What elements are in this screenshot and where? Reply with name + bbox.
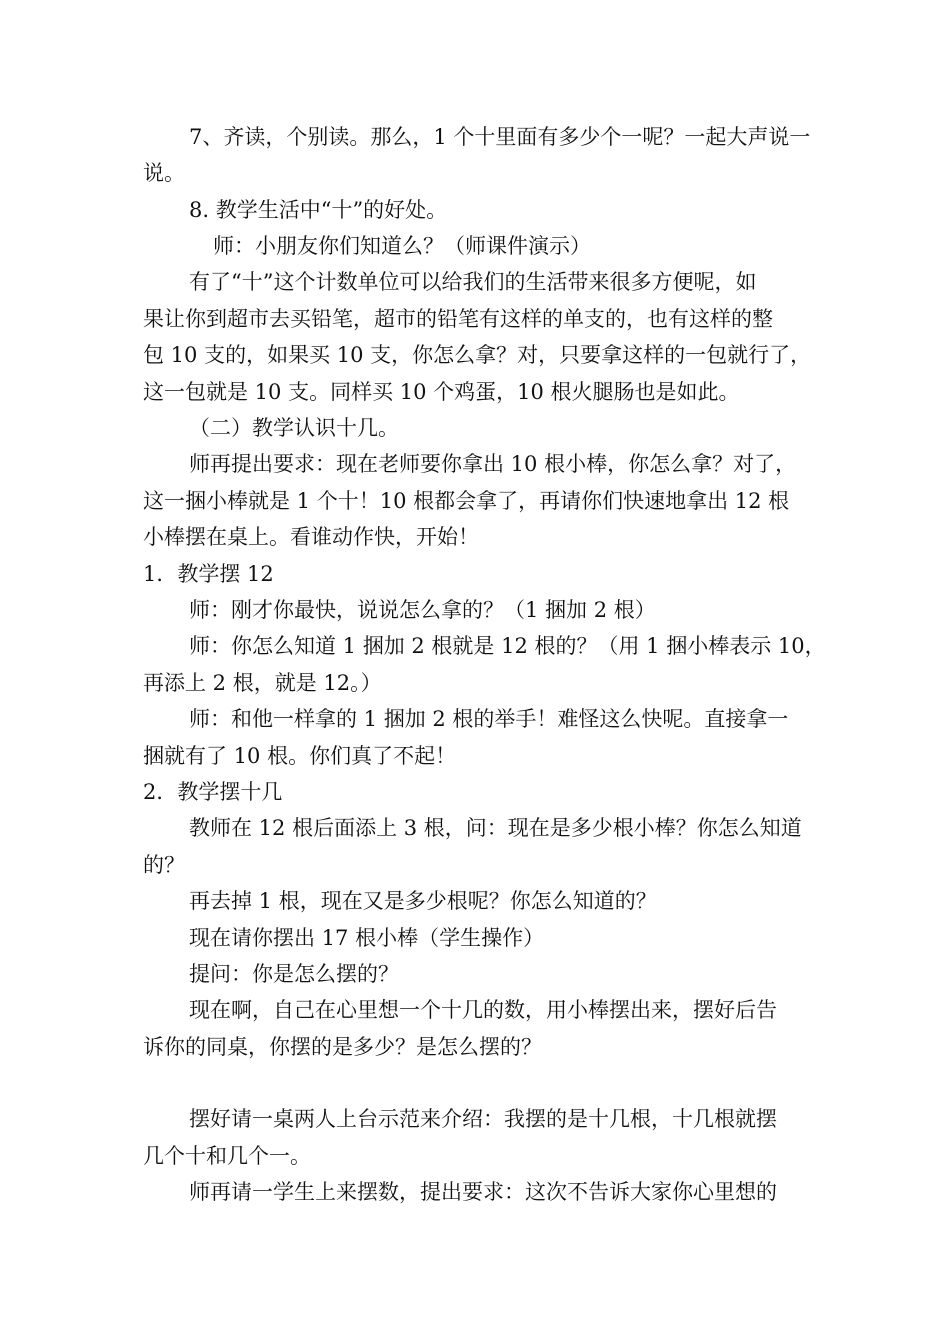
paragraph-line: 提问：你是怎么摆的？ <box>189 962 399 986</box>
paragraph-line: 教师在 12 根后面添上 3 根，问：现在是多少根小棒？你怎么知道 <box>189 816 802 840</box>
paragraph-line: 的？ <box>143 853 185 877</box>
paragraph-line: 这一捆小棒就是 1 个十！10 根都会拿了，再请你们快速地拿出 12 根 <box>143 489 790 513</box>
paragraph-line: 现在啊，自己在心里想一个十几的数，用小棒摆出来，摆好后告 <box>189 998 777 1022</box>
section-heading: 2．教学摆十几 <box>143 780 283 804</box>
paragraph-line: 小棒摆在桌上。看谁动作快，开始！ <box>143 525 479 549</box>
paragraph-line: 师：和他一样拿的 1 捆加 2 根的举手！难怪这么快呢。直接拿一 <box>189 707 789 731</box>
paragraph-line: 现在请你摆出 17 根小棒（学生操作） <box>189 926 545 950</box>
paragraph-line: 师再请一学生上来摆数，提出要求：这次不告诉大家你心里想的 <box>189 1180 777 1204</box>
paragraph-line: 再添上 2 根，就是 12。） <box>143 671 382 695</box>
paragraph-line: 几个十和几个一。 <box>143 1144 311 1168</box>
paragraph-line: 这一包就是 10 支。同样买 10 个鸡蛋，10 根火腿肠也是如此。 <box>143 380 740 404</box>
paragraph-line: 再去掉 1 根，现在又是多少根呢？你怎么知道的？ <box>189 889 657 913</box>
paragraph-line: 包 10 支的，如果买 10 支，你怎么拿？对，只要拿这样的一包就行了， <box>143 343 812 367</box>
paragraph-line: 摆好请一桌两人上台示范来介绍：我摆的是十几根，十几根就摆 <box>189 1107 777 1131</box>
paragraph-line: 师再提出要求：现在老师要你拿出 10 根小棒，你怎么拿？对了， <box>189 452 797 476</box>
paragraph-line: 师：你怎么知道 1 捆加 2 根就是 12 根的？（用 1 捆小棒表示 10， <box>189 634 826 658</box>
paragraph-line: 诉你的同桌，你摆的是多少？是怎么摆的？ <box>143 1035 542 1059</box>
section-heading: （二）教学认识十几。 <box>189 416 399 440</box>
paragraph-line: 果让你到超市去买铅笔，超市的铅笔有这样的单支的，也有这样的整 <box>143 307 773 331</box>
paragraph-line: 捆就有了 10 根。你们真了不起！ <box>143 744 457 768</box>
section-heading: 1．教学摆 12 <box>143 562 274 586</box>
paragraph-line: 说。 <box>143 161 185 185</box>
paragraph-line: 师：小朋友你们知道么？（师课件演示） <box>213 234 591 258</box>
paragraph-line: 7、齐读，个别读。那么，1 个十里面有多少个一呢？一起大声说一 <box>189 125 811 149</box>
paragraph-line: 师：刚才你最快，说说怎么拿的？（1 捆加 2 根） <box>189 598 656 622</box>
paragraph-line: 有了“十”这个计数单位可以给我们的生活带来很多方便呢，如 <box>189 270 757 294</box>
section-heading: 8. 教学生活中“十”的好处。 <box>189 198 448 222</box>
